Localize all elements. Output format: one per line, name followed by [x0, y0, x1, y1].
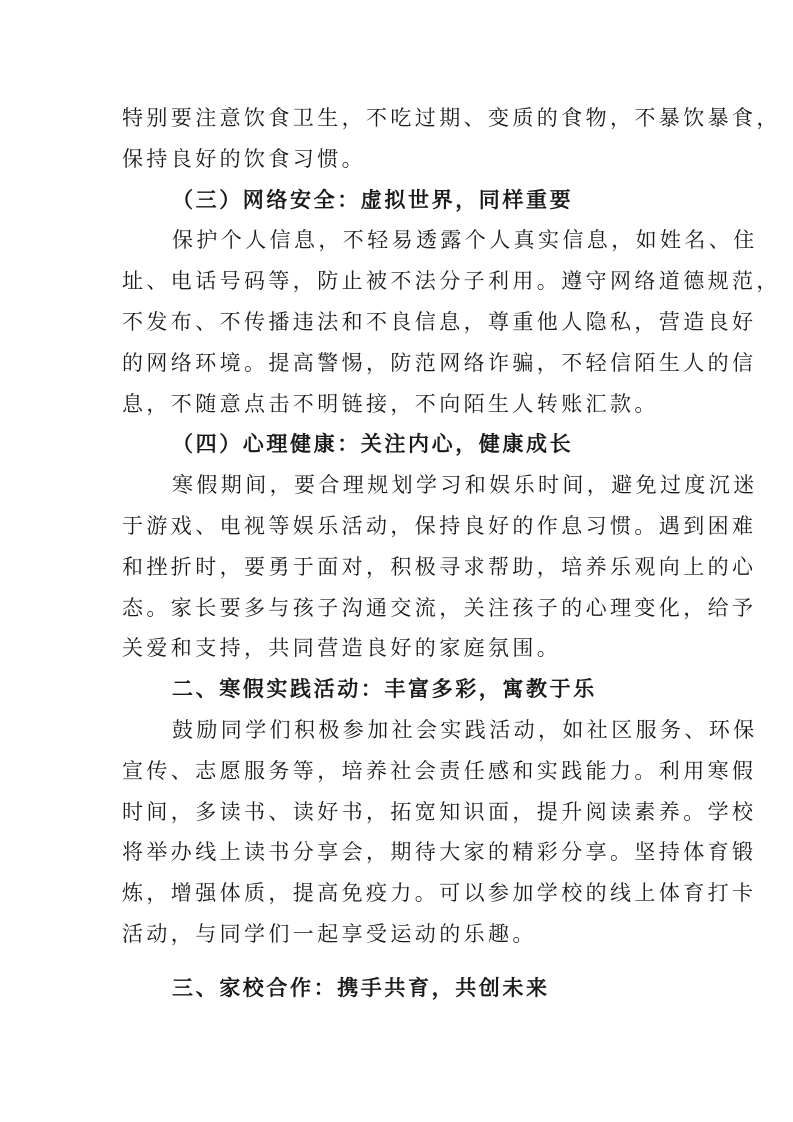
- body-text-line: 保护个人信息，不轻易透露个人真实信息，如姓名、住: [172, 228, 758, 253]
- body-text-line: 址、电话号码等，防止被不法分子利用。遵守网络道德规范，: [122, 269, 781, 294]
- body-text-line: 息，不随意点击不明链接，不向陌生人转账汇款。: [122, 391, 659, 416]
- body-text-line: 宣传、志愿服务等，培养社会责任感和实践能力。利用寒假: [122, 758, 757, 783]
- body-text-line: 关爱和支持，共同营造良好的家庭氛围。: [122, 636, 562, 661]
- body-text-line: 和挫折时，要勇于面对，积极寻求帮助，培养乐观向上的心: [122, 554, 757, 579]
- spacer: [122, 955, 674, 968]
- body-text-line: 寒假期间，要合理规划学习和娱乐时间，避免过度沉迷: [172, 473, 758, 498]
- body-text-line: 炼，增强体质，提高免疫力。可以参加学校的线上体育打卡: [122, 881, 757, 906]
- section-heading-home-school: 三、家校合作：携手共育，共创未来: [172, 975, 550, 1000]
- body-text-line: 于游戏、电视等娱乐活动，保持良好的作息习惯。遇到困难: [122, 513, 757, 538]
- document-page: [122, 98, 781, 1009]
- body-text-line: 态。家长要多与孩子沟通交流，关注孩子的心理变化，给予: [122, 595, 757, 620]
- section-heading-practice-activities: 二、寒假实践活动：丰富多彩，寓教于乐: [172, 677, 597, 702]
- section-heading-mental-health: （四）心理健康：关注内心，健康成长: [172, 432, 574, 457]
- body-text-line: 保持良好的饮食习惯。: [122, 146, 366, 171]
- section-heading-network-safety: （三）网络安全：虚拟世界，同样重要: [172, 187, 574, 212]
- body-text-line: 特别要注意饮食卫生，不吃过期、变质的食物，不暴饮暴食，: [122, 106, 781, 130]
- body-text-line: 时间，多读书、读好书，拓宽知识面，提升阅读素养。学校: [122, 799, 757, 824]
- body-text-line: 鼓励同学们积极参加社会实践活动，如社区服务、环保: [172, 717, 758, 742]
- body-text-line: 将举办线上读书分享会，期待大家的精彩分享。坚持体育锻: [122, 840, 757, 865]
- body-text-line: 不发布、不传播违法和不良信息，尊重他人隐私，营造良好: [122, 309, 757, 334]
- body-text-line: 活动，与同学们一起享受运动的乐趣。: [122, 921, 537, 946]
- body-text-line: 的网络环境。提高警惕，防范网络诈骗，不轻信陌生人的信: [122, 350, 757, 375]
